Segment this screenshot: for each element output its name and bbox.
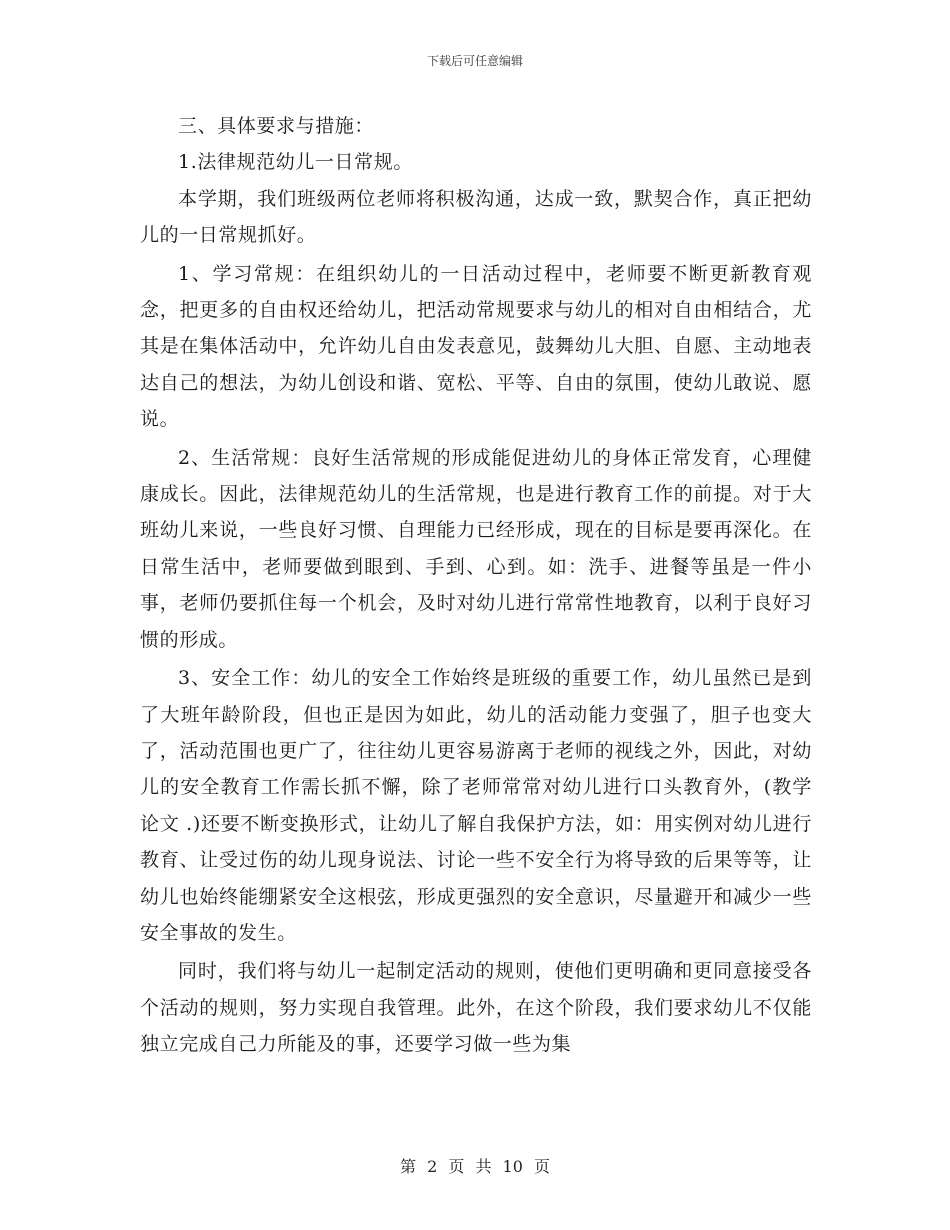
page-number: 第 2 页 共 10 页 bbox=[400, 1157, 550, 1176]
subheading: 1.法律规范幼儿一日常规。 bbox=[178, 151, 413, 174]
document-body bbox=[140, 108, 812, 1063]
page-header: 下载后可任意编辑 bbox=[426, 54, 523, 68]
paragraph-study-routine: 1、学习常规：在组织幼儿的一日活动过程中，老师要不断更新教育观念，把更多的自由权还给幼儿，把活动常规要求与幼儿的相对自由相结合，尤其是在集体活动中，允许幼儿自由发表意见，鼓舞幼儿大胆、自愿、主动地表达自己的想法，为幼儿创设和谐、宽松、平等、自由的氛围，使幼儿敢说、愿说。 bbox=[140, 262, 812, 431]
paragraph-rules: 同时，我们将与幼儿一起制定活动的规则，使他们更明确和更同意接受各个活动的规则，努力实现自我管理。此外，在这个阶段，我们要求幼儿不仅能独立完成自己力所能及的事，还要学习做一些为集 bbox=[140, 960, 812, 1056]
paragraph-safety-work: 3、安全工作：幼儿的安全工作始终是班级的重要工作，幼儿虽然已是到了大班年龄阶段，但也正是因为如此，幼儿的活动能力变强了，胆子也变大了，活动范围也更广了，往往幼儿更容易游离于老师的视线之外，因此，对幼儿的安全教育工作需长抓不懈，除了老师常常对幼儿进行口头教育外，(教学论文 .)还要不断变换形式，让幼儿了解自我保护方法，如：用实例对幼儿进行教育、让受过伤的幼儿现身说法、讨论一些不安全行为将导致的后果等等，让幼儿也始终能绷紧安全这根弦，形成更强烈的安全意识，尽量避开和减少一些安全事故的发生。 bbox=[140, 667, 812, 944]
section-heading: 三、具体要求与措施： bbox=[178, 115, 375, 137]
paragraph-intro: 本学期，我们班级两位老师将积极沟通，达成一致，默契合作，真正把幼儿的一日常规抓好。 bbox=[140, 187, 812, 247]
paragraph-life-routine: 2、生活常规：良好生活常规的形成能促进幼儿的身体正常发育，心理健康成长。因此，法律规范幼儿的生活常规，也是进行教育工作的前提。对于大班幼儿来说，一些良好习惯、自理能力已经形成，现在的目标是要再深化。在日常生活中，老师要做到眼到、手到、心到。如：洗手、进餐等虽是一件小事，老师仍要抓住每一个机会，及时对幼儿进行常常性地教育，以利于良好习惯的形成。 bbox=[140, 446, 812, 651]
